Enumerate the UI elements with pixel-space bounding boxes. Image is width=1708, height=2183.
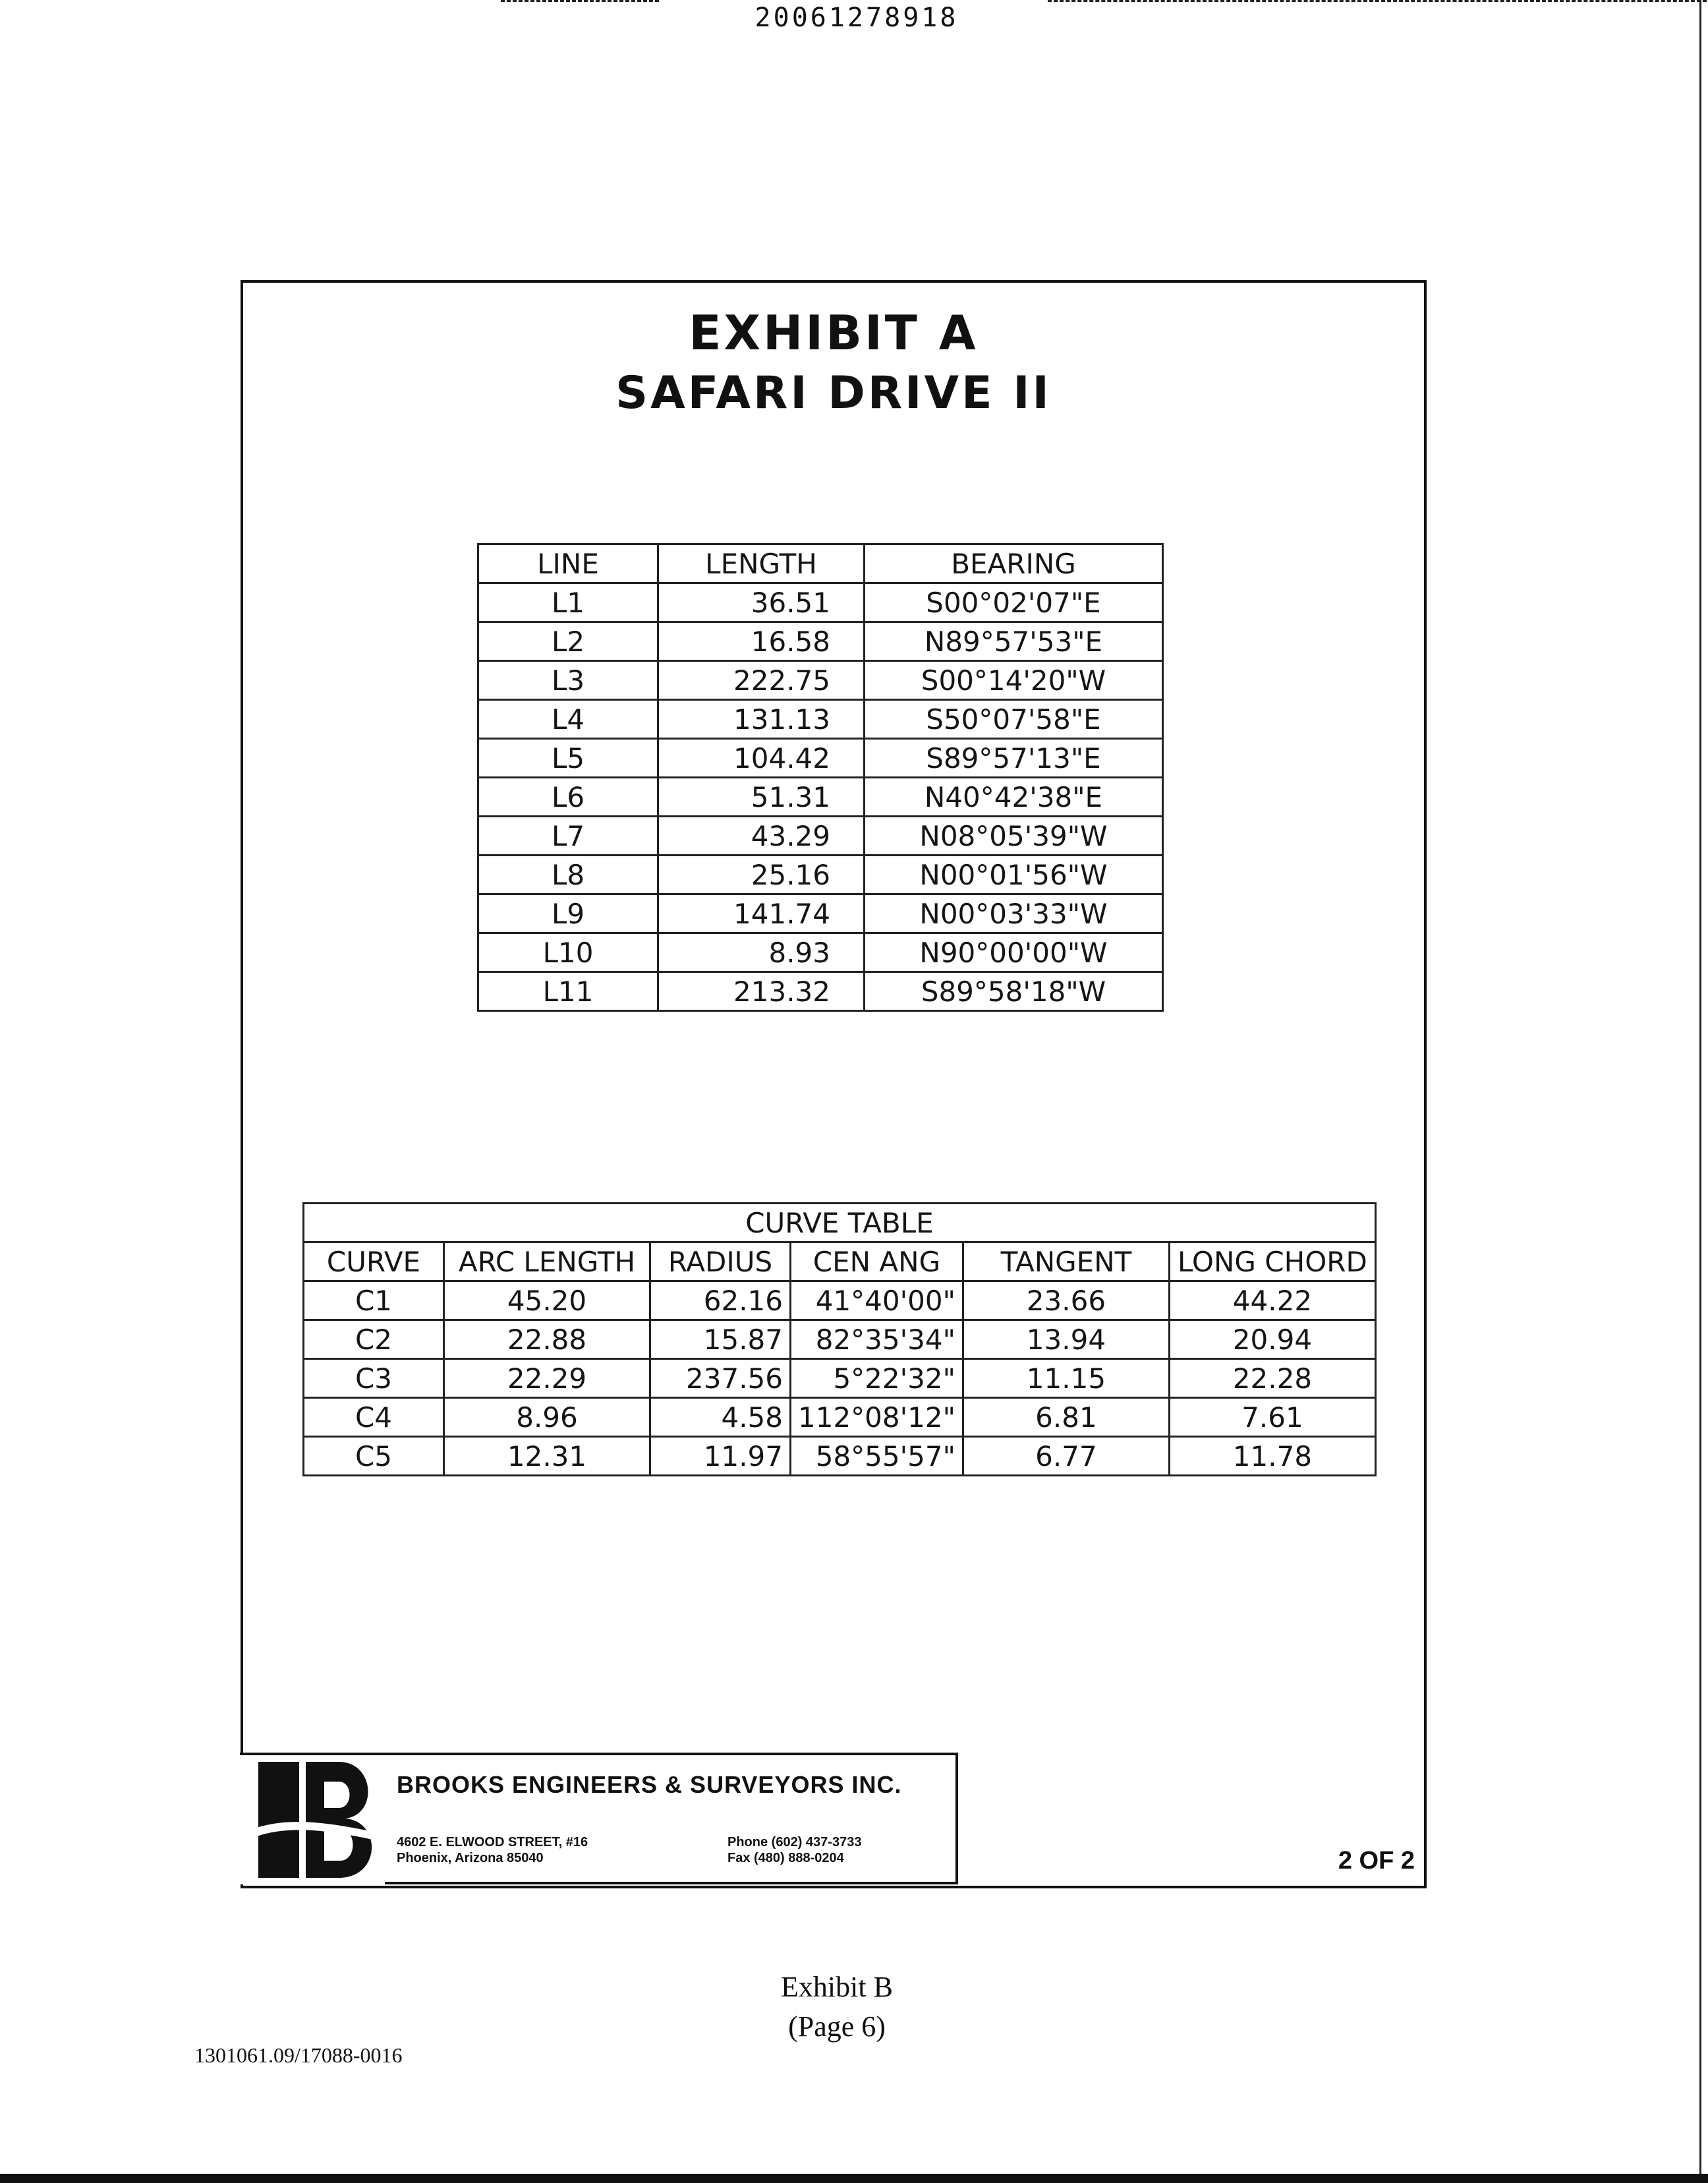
document-id: 1301061.09/17088-0016 [194,2043,403,2067]
table-row [304,1359,1376,1398]
curve-table-cell: 6.77 [963,1437,1169,1476]
curve-table-cell: 11.97 [650,1437,791,1476]
line-table-cell: 222.75 [658,661,865,700]
scan-artifact-bottom-edge [0,2174,1708,2183]
company-contact [727,1834,861,1866]
line-table-cell: S89°57'13"E [865,739,1163,778]
line-table-cell: N00°01'56"W [865,856,1163,894]
line-table-cell: 43.29 [658,817,865,856]
exhibit-title-line2: SAFARI DRIVE II [615,367,1052,419]
curve-table-cell: 13.94 [963,1320,1169,1359]
company-address [397,1834,588,1866]
curve-table-cell: C5 [304,1437,444,1476]
curve-table-cell: 237.56 [650,1359,791,1398]
scan-artifact-right-edge [1699,0,1708,2183]
line-table-cell: L10 [478,933,658,972]
curve-table-cell: 23.66 [963,1281,1169,1320]
line-table-cell: N89°57'53"E [865,622,1163,661]
line-table-cell: L11 [478,972,658,1011]
exhibit-title-line1: EXHIBIT A [689,305,979,361]
line-table-cell: 213.32 [658,972,865,1011]
line-table-cell: S89°58'18"W [865,972,1163,1011]
exhibit-label: Exhibit B [781,1971,893,2003]
curve-table-caption: CURVE TABLE [304,1204,1376,1242]
line-table-cell: L5 [478,739,658,778]
curve-table-cell: 82°35'34" [791,1320,963,1359]
curve-table-header-row [304,1242,1376,1281]
curve-table-cell: 62.16 [650,1281,791,1320]
curve-table-cell: 12.31 [444,1437,650,1476]
table-row [478,661,1163,700]
line-table-header: BEARING [865,544,1163,583]
curve-table-cell: 11.78 [1169,1437,1375,1476]
line-table-cell: L4 [478,700,658,739]
curve-table-cell: 20.94 [1169,1320,1375,1359]
line-table-cell: 8.93 [658,933,865,972]
line-table-header-row [478,544,1163,583]
curve-table-cell: 22.28 [1169,1359,1375,1398]
table-row [478,622,1163,661]
line-table-cell: L8 [478,856,658,894]
line-table-cell: L6 [478,778,658,817]
curve-table-header: CURVE [304,1242,444,1281]
curve-table-cell: C3 [304,1359,444,1398]
table-row [478,583,1163,622]
line-table-header: LINE [478,544,658,583]
curve-table-cell: 8.96 [444,1398,650,1437]
company-fax: Fax (480) 888-0204 [727,1851,844,1865]
table-row [478,739,1163,778]
curve-table-header: RADIUS [650,1242,791,1281]
table-row [304,1281,1376,1320]
exhibit-title [243,303,1424,424]
line-table-cell: L1 [478,583,658,622]
table-row [478,700,1163,739]
line-table-cell: N40°42'38"E [865,778,1163,817]
scan-artifact-top-right [1048,0,1707,5]
line-table-header: LENGTH [658,544,865,583]
table-row [304,1398,1376,1437]
table-row [478,856,1163,894]
table-row [304,1437,1376,1476]
curve-table [302,1202,1377,1476]
line-table-cell: 36.51 [658,583,865,622]
exhibit-caption [659,1967,1015,2047]
line-table-cell: S00°14'20"W [865,661,1163,700]
line-table-cell: 25.16 [658,856,865,894]
line-table-cell: S50°07'58"E [865,700,1163,739]
line-table-cell: L2 [478,622,658,661]
curve-table-cell: 44.22 [1169,1281,1375,1320]
table-row [304,1320,1376,1359]
curve-table-cell: 22.88 [444,1320,650,1359]
curve-table-cell: 5°22'32" [791,1359,963,1398]
curve-table-cell: C2 [304,1320,444,1359]
drawing-frame [241,280,1427,1888]
line-table-cell: S00°02'07"E [865,583,1163,622]
curve-table-cell: 22.29 [444,1359,650,1398]
line-table-cell: 16.58 [658,622,865,661]
curve-table-cell: 41°40'00" [791,1281,963,1320]
curve-table-header: ARC LENGTH [444,1242,650,1281]
curve-table-cell: 112°08'12" [791,1398,963,1437]
company-title-block [240,1753,958,1884]
curve-table-cell: 15.87 [650,1320,791,1359]
line-table-cell: L9 [478,894,658,933]
scan-artifact-top-left [501,0,659,5]
curve-table-cell: C4 [304,1398,444,1437]
company-address-line2: Phoenix, Arizona 85040 [397,1851,544,1865]
line-table-cell: N90°00'00"W [865,933,1163,972]
sheet-number: 2 OF 2 [1338,1847,1415,1875]
line-table-body [478,583,1163,1011]
curve-table-caption-row [304,1204,1376,1242]
company-phone: Phone (602) 437-3733 [727,1835,862,1849]
curve-table-cell: 6.81 [963,1398,1169,1437]
curve-table-body [304,1281,1376,1476]
curve-table-cell: C1 [304,1281,444,1320]
line-table-cell: 131.13 [658,700,865,739]
curve-table-header: CEN ANG [791,1242,963,1281]
table-row [478,778,1163,817]
curve-table-cell: 4.58 [650,1398,791,1437]
line-table-cell: N08°05'39"W [865,817,1163,856]
line-table-cell: N00°03'33"W [865,894,1163,933]
table-row [478,817,1163,856]
recording-number: 20061278918 [754,3,959,33]
line-table-cell: 141.74 [658,894,865,933]
company-name: BROOKS ENGINEERS & SURVEYORS INC. [397,1771,902,1798]
brooks-logo [240,1755,385,1884]
curve-table-header: TANGENT [963,1242,1169,1281]
line-table [477,543,1164,1012]
line-table-cell: 51.31 [658,778,865,817]
curve-table-cell: 58°55'57" [791,1437,963,1476]
curve-table-cell: 45.20 [444,1281,650,1320]
table-row [478,933,1163,972]
page-label: (Page 6) [788,2010,886,2043]
table-row [478,894,1163,933]
line-table-cell: L3 [478,661,658,700]
line-table-cell: L7 [478,817,658,856]
table-row [478,972,1163,1011]
company-address-line1: 4602 E. ELWOOD STREET, #16 [397,1835,588,1849]
curve-table-cell: 11.15 [963,1359,1169,1398]
line-table-cell: 104.42 [658,739,865,778]
curve-table-header: LONG CHORD [1169,1242,1375,1281]
curve-table-cell: 7.61 [1169,1398,1375,1437]
